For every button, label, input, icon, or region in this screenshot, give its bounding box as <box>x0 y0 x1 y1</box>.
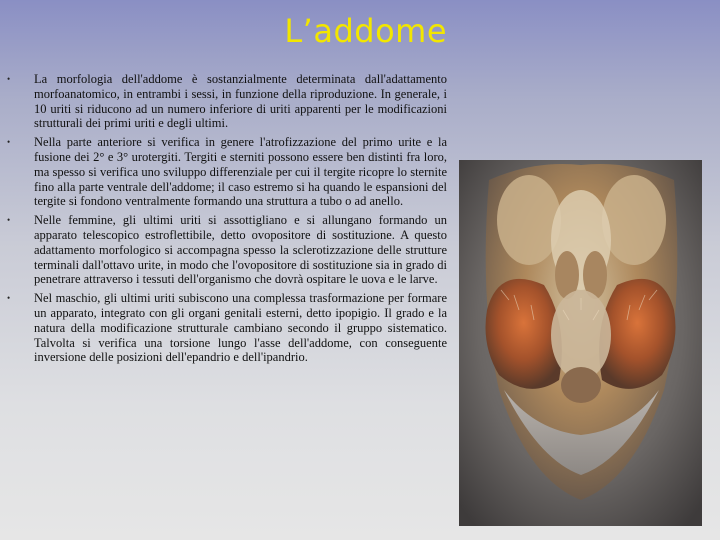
slide-title: L’addome <box>284 12 447 50</box>
bullet-text: Nelle femmine, gli ultimi uriti si assottigliano e si allungano formando un apparato telescopico estroflettibile, detto ovopositore di sostituzione. A questo adattamento morfologico si accompagna spesso la sclerotizzazione delle strutture terminali dall'ottavo urite, in modo che l'ovopositore di sostituzione sia in grado di penetrare attraverso i tessuti dell'organismo che dovrà ospitare le uova e le larve. <box>34 213 447 287</box>
bullet-icon: • <box>7 137 11 148</box>
list-item <box>4 213 447 287</box>
bullet-icon: • <box>7 74 11 84</box>
bullet-text: Nella parte anteriore si verifica in genere l'atrofizzazione del primo urite e la fusione dei 2° e 3° urotergiti. Tergiti e sterniti possono essere ben distinti fra loro, ma spesso si verifica uno sviluppo differenziale per cui il tergite ricopre lo sternite fino alla parte ventrale dell'addome; il caso estremo si ha quando le espansioni del tergite si fondono ventralmente formando una struttura a tubo o ad anello. <box>34 135 447 209</box>
list-item <box>4 72 447 131</box>
bullet-text: La morfologia dell'addome è sostanzialmente determinata dall'adattamento morfoanatomico, in entrambi i sessi, in funzione della riproduzione. In generale, i 10 uriti si riducono ad un numero inferiore di uriti apparenti per le modificazioni strutturali dei primi uriti e degli ultimi. <box>34 72 447 131</box>
abdomen-photo <box>459 160 702 526</box>
bullet-icon: • <box>7 293 11 304</box>
list-item <box>4 291 447 365</box>
bullet-icon: • <box>7 215 11 226</box>
bullet-list-container <box>4 72 447 369</box>
list-item <box>4 135 447 209</box>
bullet-list <box>4 72 447 365</box>
abdomen-illustration <box>459 160 702 526</box>
bullet-text: Nel maschio, gli ultimi uriti subiscono una complessa trasformazione per formare un apparato, integrato con gli organi genitali esterni, detto ipopigio. Il grado e la natura della modificazione strutturale cambiano secondo il gruppo sistematico. Talvolta si verifica una torsione lungo l'asse dell'addome, con conseguente inversione delle posizioni dell'epandrio e dell'ipandrio. <box>34 291 447 365</box>
